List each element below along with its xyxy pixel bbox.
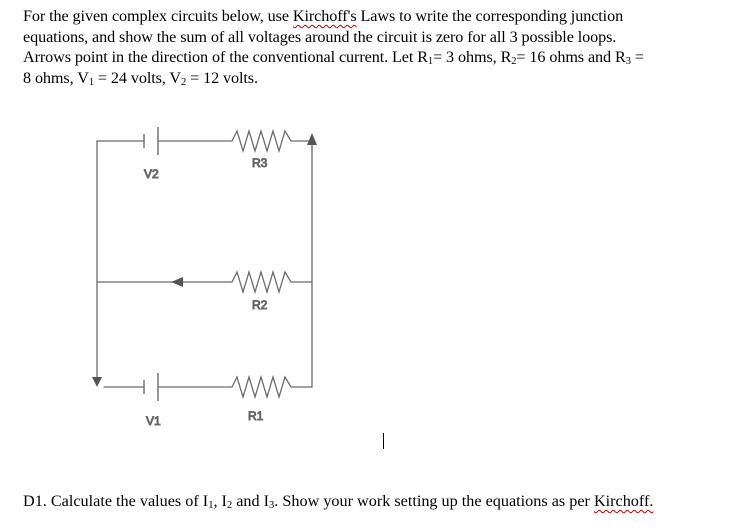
circuit-wires <box>97 141 312 387</box>
problem-line-4-c: = 12 volts. <box>186 68 258 87</box>
r2-subscript: 2 <box>511 56 517 67</box>
spellcheck-kirchoffs: Kirchoff's <box>292 7 357 25</box>
label-v2: V2 <box>144 167 159 181</box>
question-text-d: . Show your work setting up the equations as per <box>274 492 594 510</box>
resistor-r1-symbol <box>232 377 291 397</box>
problem-line-3-b: = 3 ohms, R <box>433 48 512 66</box>
label-r2: R2 <box>252 298 268 312</box>
arrow-up-r3 <box>307 133 317 145</box>
v2-subscript: 2 <box>181 76 187 88</box>
question-d1 <box>23 491 653 512</box>
resistor-r2-symbol <box>232 272 291 292</box>
question-text-c: and I <box>232 492 270 510</box>
problem-line-4-b: = 24 volts, V <box>93 68 181 87</box>
problem-line-1-start: For the given complex circuits below, use <box>23 7 293 25</box>
problem-line-2: equations, and show the sum of all voltages around the circuit is zero for all 3 possible loops. <box>23 27 617 46</box>
spellcheck-kirchoff: Kirchoff. <box>593 492 654 510</box>
v1-subscript: 1 <box>88 76 94 88</box>
label-r3: R3 <box>252 156 268 170</box>
arrow-left-middle <box>171 277 183 287</box>
battery-v2-symbol <box>144 127 158 155</box>
problem-line-3-a: Arrows point in the direction of the conventional current. Let R <box>23 48 428 66</box>
label-r1: R1 <box>248 409 264 423</box>
problem-line-3-d: = <box>630 48 644 66</box>
resistor-r3-symbol <box>232 131 291 151</box>
arrow-down-left <box>92 377 102 387</box>
question-text-b: , I <box>213 492 227 510</box>
problem-line-1-end: Laws to write the corresponding junction <box>356 7 624 25</box>
r3-subscript: 3 <box>625 56 631 67</box>
i2-subscript: 2 <box>226 500 233 511</box>
question-text-a: D1. Calculate the values of I <box>23 492 209 510</box>
battery-v1-symbol <box>144 373 158 401</box>
label-v1: V1 <box>146 414 161 428</box>
i1-subscript: 1 <box>208 500 214 511</box>
problem-line-4-a: 8 ohms, V <box>23 68 89 87</box>
text-cursor <box>383 433 384 449</box>
problem-line-3-c: = 16 ohms and R <box>516 48 626 66</box>
r1-subscript: 1 <box>427 56 434 67</box>
i3-subscript: 3 <box>269 500 275 511</box>
